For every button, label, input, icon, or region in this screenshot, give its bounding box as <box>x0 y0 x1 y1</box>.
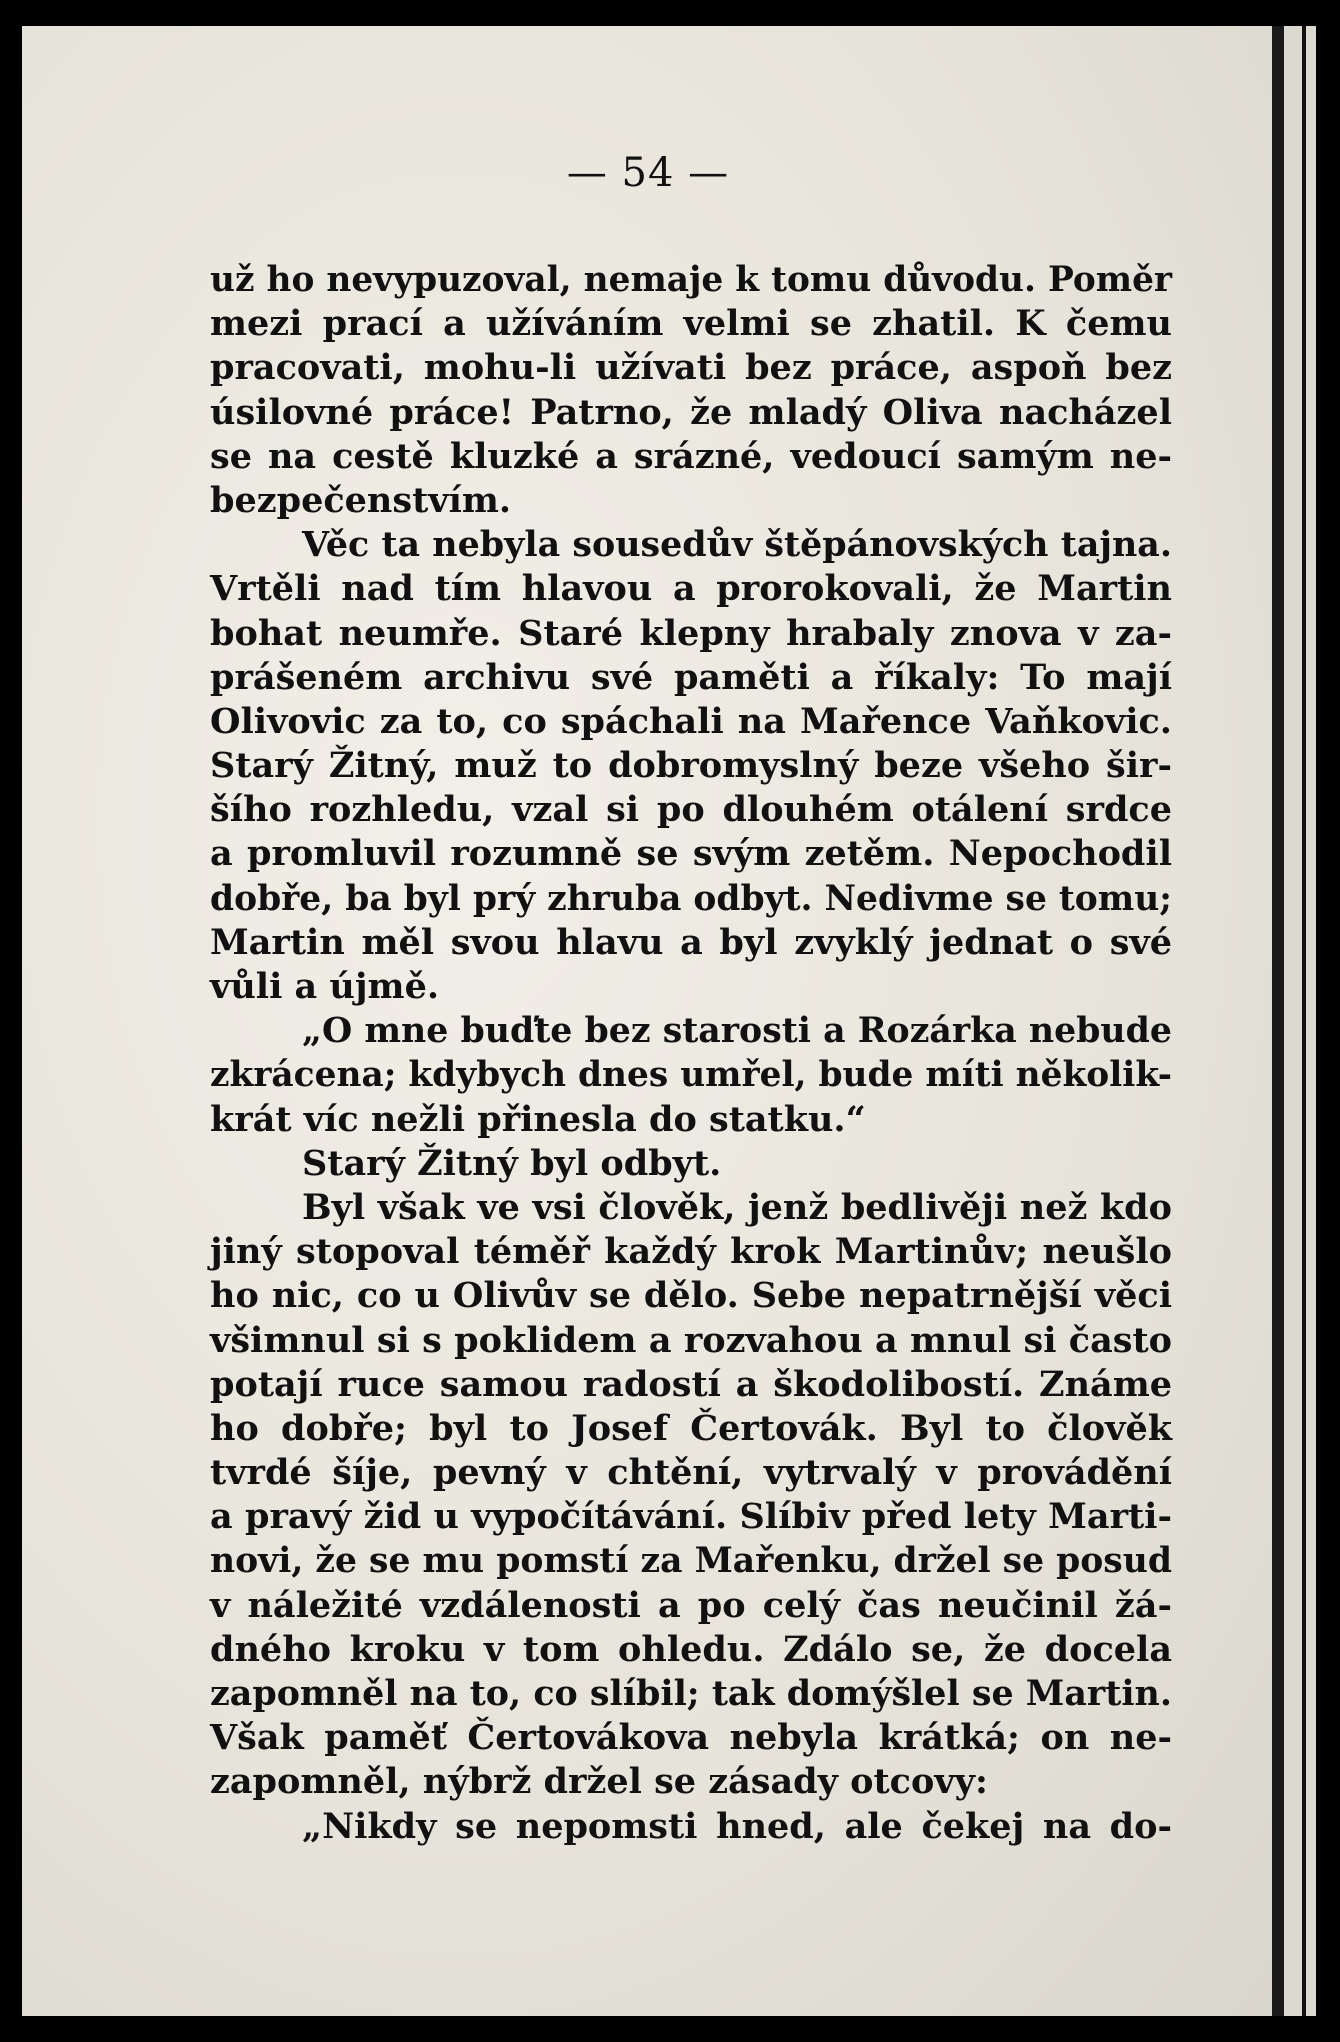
body-text <box>210 258 1172 1849</box>
text-line: zapomněl na to, co slíbil; tak domýšlel se Martin. <box>210 1673 1172 1714</box>
text-line: Starý Žitný, muž to dobromyslný beze všeho šir- <box>210 745 1172 787</box>
text-line: „Nikdy se nepomsti hned, ale čekej na do- <box>302 1805 1172 1847</box>
text-line: Byl však ve vsi člověk, jenž bedlivěji než kdo <box>302 1186 1172 1228</box>
text-line: se na cestě kluzké a srázné, vedoucí samým ne- <box>210 435 1172 477</box>
text-line: Martin měl svou hlavu a byl zvyklý jednat o své <box>210 921 1172 963</box>
text-line: krát víc nežli přinesla do statku.“ <box>210 1098 866 1140</box>
text-line: ho dobře; byl to Josef Čertovák. Byl to člověk <box>210 1407 1172 1449</box>
page-number: — 54 — <box>566 150 730 196</box>
text-line: zapomněl, nýbrž držel se zásady otcovy: <box>210 1761 988 1803</box>
text-line: dobře, ba byl prý zhruba odbyt. Nedivme se tomu; <box>210 878 1172 919</box>
next-page-edge-line <box>1302 26 1306 2016</box>
text-line: Starý Žitný byl odbyt. <box>302 1142 722 1184</box>
page-gutter-shadow <box>1272 26 1284 2016</box>
text-line: prášeném archivu své paměti a říkaly: To mají <box>210 656 1172 698</box>
text-line: dného kroku v tom ohledu. Zdálo se, že docela <box>210 1628 1172 1670</box>
text-line: šího rozhledu, vzal si po dlouhém otálení srdce <box>210 789 1172 831</box>
text-line: úsilovné práce! Patrno, že mladý Oliva nacházel <box>210 391 1172 433</box>
text-line: jiný stopoval téměř každý krok Martinův; neušlo <box>210 1231 1172 1273</box>
text-line: Věc ta nebyla sousedův štěpánovských tajna. <box>302 524 1172 566</box>
text-line: pracovati, mohu-li užívati bez práce, aspoň bez <box>210 347 1172 389</box>
next-page-edge <box>1284 26 1316 2016</box>
text-line: v náležité vzdálenosti a po celý čas neučinil žá- <box>210 1584 1172 1626</box>
text-line: vůli a újmě. <box>210 966 440 1007</box>
text-line: bohat neumře. Staré klepny hrabaly znova v za- <box>210 612 1172 654</box>
text-line: „O mne buďte bez starosti a Rozárka nebude <box>302 1010 1172 1052</box>
text-line: už ho nevypuzoval, nemaje k tomu důvodu. Poměr <box>210 260 1172 300</box>
text-line: všimnul si s poklidem a rozvahou a mnul si často <box>210 1319 1172 1361</box>
text-line: zkrácena; kdybych dnes umřel, bude míti několik- <box>210 1055 1172 1096</box>
text-line: bezpečenstvím. <box>210 479 512 521</box>
text-line: Však paměť Čertovákova nebyla krátká; on ne- <box>210 1717 1172 1759</box>
text-line: novi, že se mu pomstí za Mařenku, držel se posud <box>210 1541 1172 1582</box>
text-line: a pravý žid u vypočítávání. Slíbiv před lety Marti- <box>210 1496 1172 1538</box>
text-line: a promluvil rozumně se svým zetěm. Nepochodil <box>210 833 1172 875</box>
text-line: mezi prací a užíváním velmi se zhatil. K čemu <box>210 303 1172 345</box>
text-line: ho nic, co u Olivův se dělo. Sebe nepatrnější věci <box>210 1275 1172 1317</box>
text-line: Vrtěli nad tím hlavou a prorokovali, že Martin <box>210 568 1172 610</box>
text-line: potají ruce samou radostí a škodolibostí. Známe <box>210 1363 1172 1405</box>
text-line: Olivovic za to, co spáchali na Mařence Vaňkovic. <box>210 700 1172 742</box>
text-line: tvrdé šíje, pevný v chtění, vytrvalý v provádění <box>210 1452 1172 1494</box>
